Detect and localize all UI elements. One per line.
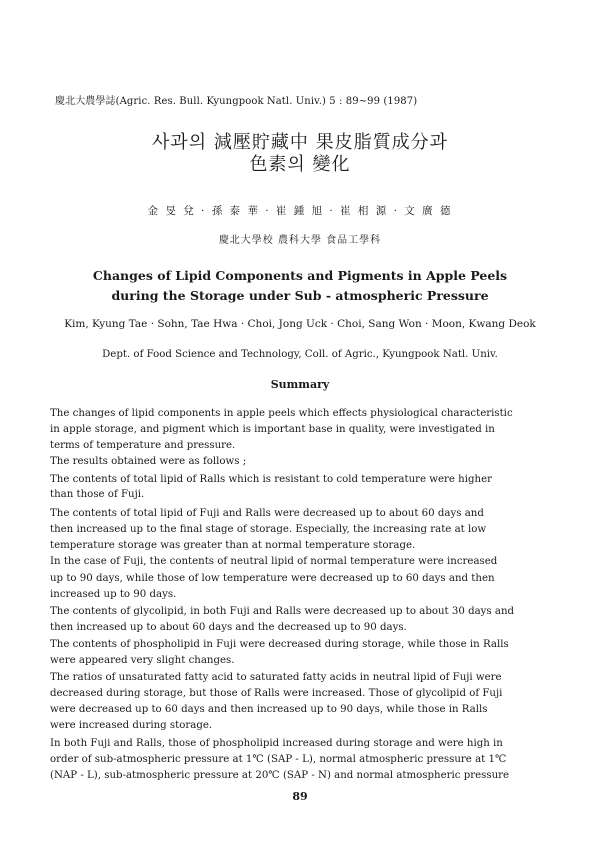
summary-line: then increased up to the final stage of storage. Especially, the increasing rate at low (50, 524, 487, 535)
english-title-line-1: Changes of Lipid Components and Pigments in Apple Peels (92, 268, 508, 283)
summary-line: The ratios of unsaturated fatty acid to saturated fatty acids in neutral lipid of Fuji were (50, 672, 502, 683)
summary-line: up to 90 days, while those of low temperature were decreased up to 60 days and then (50, 573, 495, 584)
korean-title-line-2: 色素의 變化 (249, 154, 351, 175)
english-authors: Kim, Kyung Tae · Sohn, Tae Hwa · Choi, Jong Uck · Choi, Sang Won · Moon, Kwang Deok (64, 318, 536, 330)
summary-line: temperature storage was greater than at normal temperature storage. (50, 540, 416, 551)
summary-line: The results obtained were as follows ; (50, 456, 247, 467)
summary-heading: Summary (270, 378, 330, 391)
korean-title-line-1: 사과의 減壓貯藏中 果皮脂質成分과 (152, 132, 448, 153)
korean-affiliation: 慶北大學校 農科大學 食品工學科 (218, 235, 382, 246)
page-number: 89 (292, 790, 308, 803)
summary-line: than those of Fuji. (50, 489, 145, 500)
summary-line: increased up to 90 days. (50, 589, 177, 600)
summary-line: The contents of glycolipid, in both Fuji and Ralls were decreased up to about 30 days and (50, 606, 515, 617)
summary-line: were increased during storage. (50, 720, 213, 731)
english-title-line-2: during the Storage under Sub - atmospheric Pressure (111, 288, 489, 303)
summary-line: The changes of lipid components in apple peels which effects physiological characteristic (50, 408, 513, 419)
summary-line: The contents of phospholipid in Fuji were decreased during storage, while those in Ralls (50, 639, 509, 650)
summary-line: in apple storage, and pigment which is important base in quality, were investigated in (50, 424, 495, 435)
summary-line: The contents of total lipid of Fuji and Ralls were decreased up to about 60 days and (50, 508, 484, 519)
summary-line: were decreased up to 60 days and then increased up to 90 days, while those in Ralls (50, 704, 488, 715)
summary-line: The contents of total lipid of Ralls which is resistant to cold temperature were higher (50, 474, 492, 485)
summary-line: In both Fuji and Ralls, those of phospholipid increased during storage and were high in (50, 738, 503, 749)
summary-line: terms of temperature and pressure. (50, 440, 236, 451)
korean-authors: 金 旻 兌 · 孫 泰 華 · 崔 鍾 旭 · 崔 相 源 · 文 廣 德 (147, 205, 453, 217)
summary-line: were appeared very slight changes. (50, 655, 235, 666)
english-affiliation: Dept. of Food Science and Technology, Coll. of Agric., Kyungpook Natl. Univ. (102, 349, 498, 360)
summary-line: decreased during storage, but those of Ralls were increased. Those of glycolipid of Fuji (50, 688, 503, 699)
summary-line: In the case of Fuji, the contents of neutral lipid of normal temperature were increased (50, 556, 498, 567)
journal-citation: 慶北大農學誌(Agric. Res. Bull. Kyungpook Natl. Univ.) 5 : 89∼99 (1987) (55, 96, 418, 107)
summary-line: order of sub-atmospheric pressure at 1℃ (SAP - L), normal atmospheric pressure at 1℃ (50, 754, 507, 765)
summary-line: then increased up to about 60 days and the decreased up to 90 days. (50, 622, 407, 633)
summary-line: (NAP - L), sub-atmospheric pressure at 20℃ (SAP - N) and normal atmospheric pressure (50, 770, 510, 781)
